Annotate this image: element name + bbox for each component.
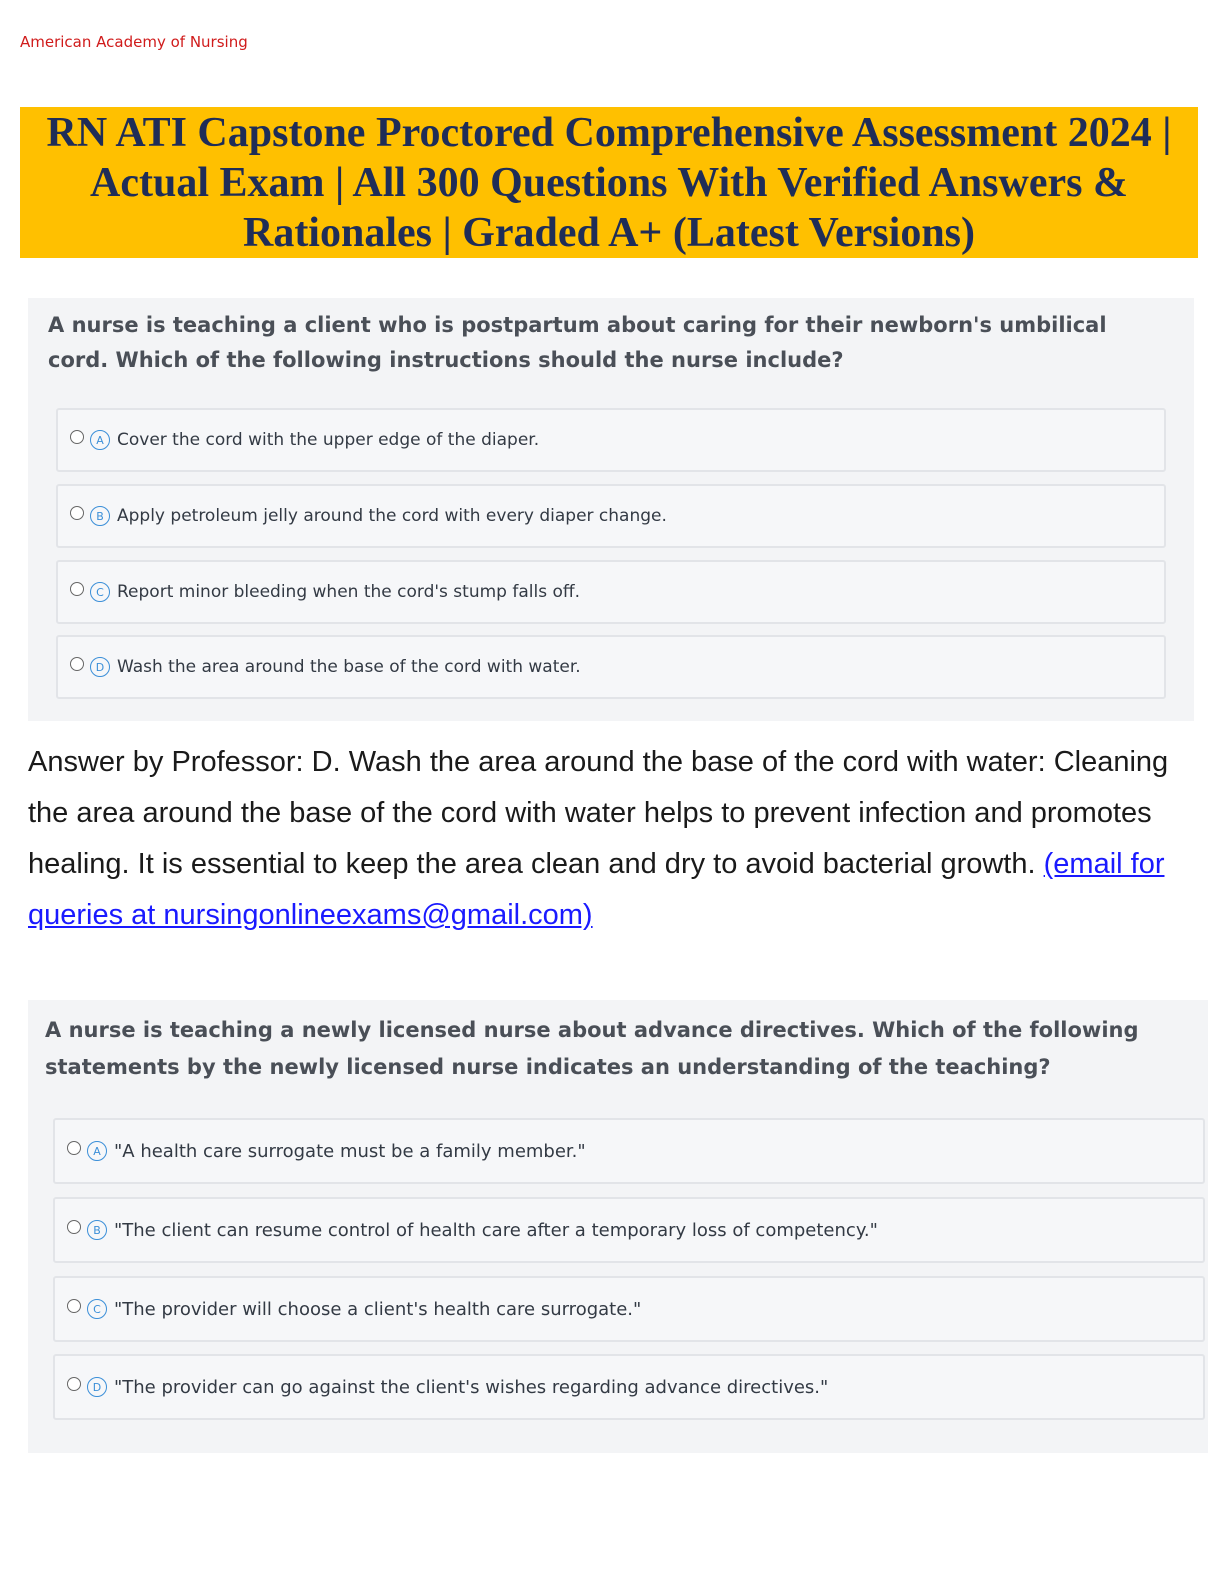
answer-option-d[interactable] xyxy=(56,635,1166,699)
document-title: RN ATI Capstone Proctored Comprehensive Assessment 2024 | Actual Exam | All 300 Questions With Verified Answers & Rationales | Graded A+ (Latest Versions) xyxy=(46,109,1172,256)
question-card-1 xyxy=(28,298,1194,721)
answer-rationale xyxy=(28,737,1208,941)
radio-button-icon[interactable] xyxy=(67,1141,81,1155)
option-text: Wash the area around the base of the cord with water. xyxy=(117,657,581,677)
option-text: Report minor bleeding when the cord's stump falls off. xyxy=(117,582,580,602)
option-text: "The provider will choose a client's health care surrogate." xyxy=(114,1298,642,1320)
question-stem: A nurse is teaching a newly licensed nurse about advance directives. Which of the following statements by the newly licensed nurse indicates an understanding of the teaching? xyxy=(45,1018,1139,1079)
answer-option-b[interactable] xyxy=(53,1197,1205,1263)
answer-option-a[interactable] xyxy=(53,1118,1205,1184)
radio-button-icon[interactable] xyxy=(70,430,84,444)
radio-button-icon[interactable] xyxy=(70,582,84,596)
option-letter-badge: C xyxy=(90,582,110,602)
radio-button-icon[interactable] xyxy=(70,506,84,520)
answer-option-d[interactable] xyxy=(53,1354,1205,1420)
question-card-2 xyxy=(28,1000,1208,1453)
option-text: "The client can resume control of health care after a temporary loss of competency." xyxy=(114,1219,878,1241)
option-letter-badge: A xyxy=(87,1141,107,1161)
option-letter-badge: B xyxy=(90,506,110,526)
option-text: Apply petroleum jelly around the cord with every diaper change. xyxy=(117,506,667,526)
radio-button-icon[interactable] xyxy=(70,657,84,671)
answer-text: Answer by Professor: D. Wash the area around the base of the cord with water: Cleaning the area around the base of the cord with water helps to prevent infection and promotes healing. It is essential to keep the area clean and dry to avoid bacterial growth. xyxy=(28,746,1169,880)
radio-button-icon[interactable] xyxy=(67,1299,81,1313)
answer-option-c[interactable] xyxy=(56,560,1166,624)
option-letter-badge: C xyxy=(87,1299,107,1319)
answer-option-b[interactable] xyxy=(56,484,1166,548)
answer-option-c[interactable] xyxy=(53,1276,1205,1342)
option-letter-badge: A xyxy=(90,430,110,450)
option-letter-badge: D xyxy=(87,1377,107,1397)
option-letter-badge: B xyxy=(87,1220,107,1240)
organization-name: American Academy of Nursing xyxy=(20,33,248,51)
question-stem: A nurse is teaching a client who is postpartum about caring for their newborn's umbilical cord. Which of the following instructions should the nurse include? xyxy=(48,313,1107,372)
option-text: "A health care surrogate must be a family member." xyxy=(114,1140,586,1162)
radio-button-icon[interactable] xyxy=(67,1377,81,1391)
option-text: "The provider can go against the client's wishes regarding advance directives." xyxy=(114,1376,829,1398)
option-letter-badge: D xyxy=(90,657,110,677)
radio-button-icon[interactable] xyxy=(67,1220,81,1234)
option-text: Cover the cord with the upper edge of the diaper. xyxy=(117,430,540,450)
title-banner xyxy=(20,107,1198,258)
answer-option-a[interactable] xyxy=(56,408,1166,472)
email-link[interactable]: (email for queries at nursingonlineexams@gmail.com) xyxy=(28,848,1165,931)
